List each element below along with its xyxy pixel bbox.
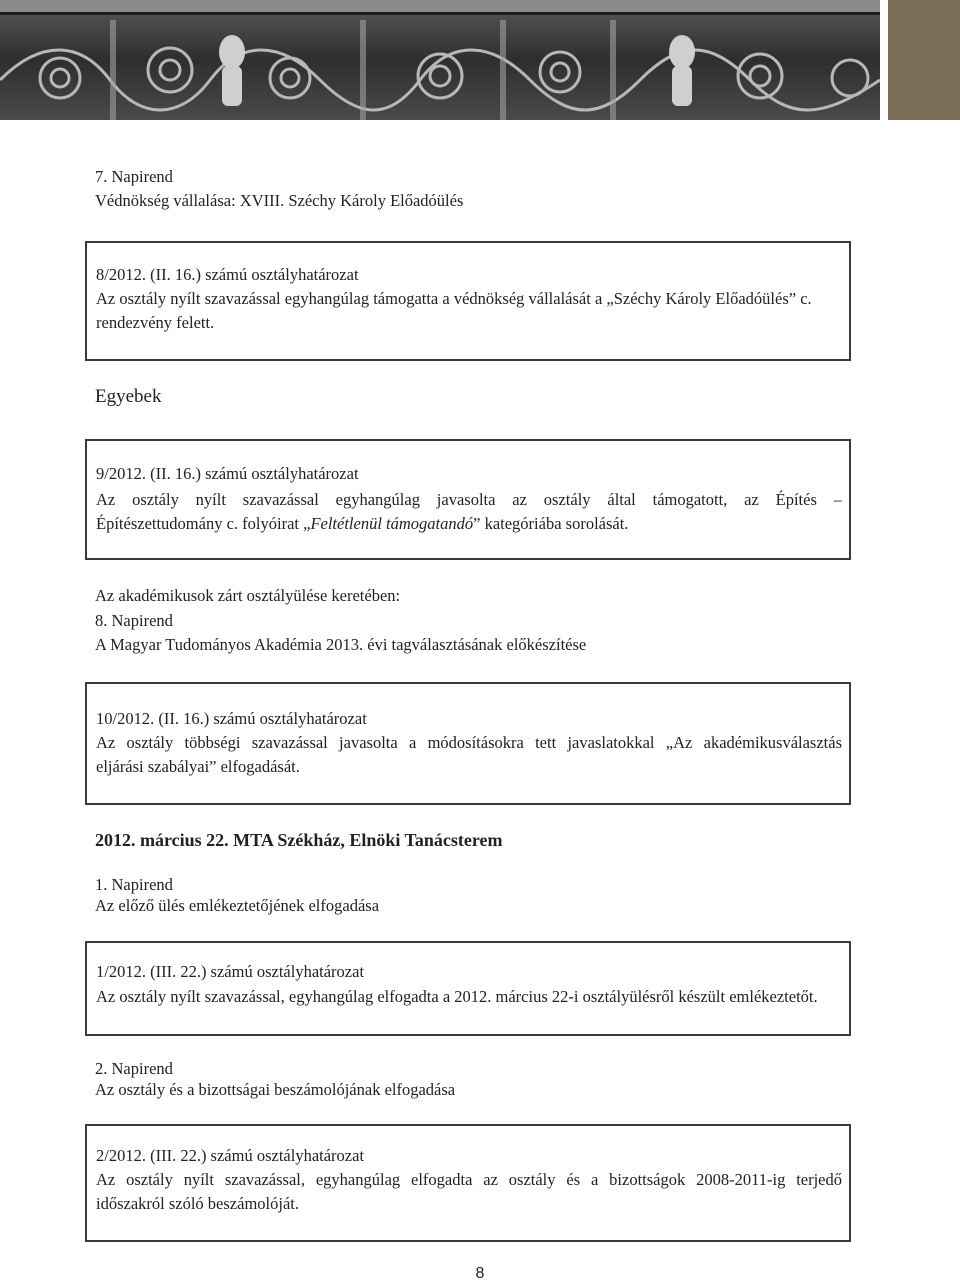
- resolution-9-title: 9/2012. (II. 16.) számú osztályhatározat: [96, 464, 359, 483]
- ornamental-frieze-image: [0, 0, 880, 120]
- meeting-date-heading: 2012. március 22. MTA Székház, Elnöki Tanácsterem: [95, 830, 503, 850]
- closed-session-intro: Az akadémikusok zárt osztályülése keretében:: [95, 586, 401, 605]
- resolution-box-10: [85, 682, 851, 805]
- resolution-9-text-line2: [96, 512, 628, 536]
- resolution-9-text-line1: Az osztály nyílt szavazással egyhangúlag javasolta az osztály által támogatott, az Építés –: [96, 490, 842, 509]
- resolution-8-text-line1: Az osztály nyílt szavazással egyhangúlag támogatta a védnökség vállalását a „Széchy Károly Előadóülés” c.: [96, 289, 812, 308]
- resolution-9-text-line2-end: ” kategóriába sorolását.: [473, 514, 629, 533]
- header-accent-tab: [888, 0, 960, 120]
- journal-category-emphasis: Feltétlenül támogatandó: [310, 514, 474, 533]
- resolution-10-text-line2: eljárási szabályai” elfogadását.: [96, 757, 300, 776]
- page-number: 8: [475, 1265, 485, 1282]
- agenda-1-subtitle: Az előző ülés emlékeztetőjének elfogadása: [95, 896, 380, 915]
- resolution-box-2: [85, 1124, 851, 1242]
- resolution-box-9: [85, 439, 851, 560]
- agenda-8-heading: 8. Napirend: [95, 611, 173, 630]
- resolution-2-text-line2: időszakról szóló beszámolóját.: [96, 1194, 299, 1213]
- agenda-2-heading: 2. Napirend: [95, 1059, 173, 1078]
- resolution-box-8: [85, 241, 851, 361]
- header-banner: [0, 0, 960, 120]
- resolution-10-title: 10/2012. (II. 16.) számú osztályhatározat: [96, 709, 367, 728]
- agenda-8-subtitle: A Magyar Tudományos Akadémia 2013. évi tagválasztásának előkészítése: [95, 635, 587, 654]
- resolution-box-1: [85, 941, 851, 1036]
- resolution-8-text-line2: rendezvény felett.: [96, 313, 215, 332]
- resolution-9-text-line2-start: Építészettudomány c. folyóirat „: [96, 514, 311, 533]
- resolution-1-text-line1: Az osztály nyílt szavazással, egyhangúlag elfogadta a 2012. március 22-i osztályülésről készült emlékeztetőt.: [96, 987, 818, 1006]
- agenda-7-subtitle: Védnökség vállalása: XVIII. Széchy Károly Előadóülés: [95, 191, 464, 210]
- resolution-2-title: 2/2012. (III. 22.) számú osztályhatározat: [96, 1146, 365, 1165]
- resolution-2-text-line1: Az osztály nyílt szavazással, egyhangúlag elfogadta az osztály és a bizottságok 2008-2011-ig terjedő: [96, 1170, 842, 1189]
- resolution-1-title: 1/2012. (III. 22.) számú osztályhatározat: [96, 962, 365, 981]
- resolution-8-title: 8/2012. (II. 16.) számú osztályhatározat: [96, 265, 359, 284]
- agenda-1-heading: 1. Napirend: [95, 875, 173, 894]
- other-heading: Egyebek: [95, 386, 162, 407]
- resolution-10-text-line1: Az osztály többségi szavazással javasolta a módosításokra tett javaslatokkal „Az akadémikusválasztás: [96, 733, 842, 752]
- agenda-2-subtitle: Az osztály és a bizottságai beszámolójának elfogadása: [95, 1080, 456, 1099]
- agenda-7-heading: 7. Napirend: [95, 167, 173, 186]
